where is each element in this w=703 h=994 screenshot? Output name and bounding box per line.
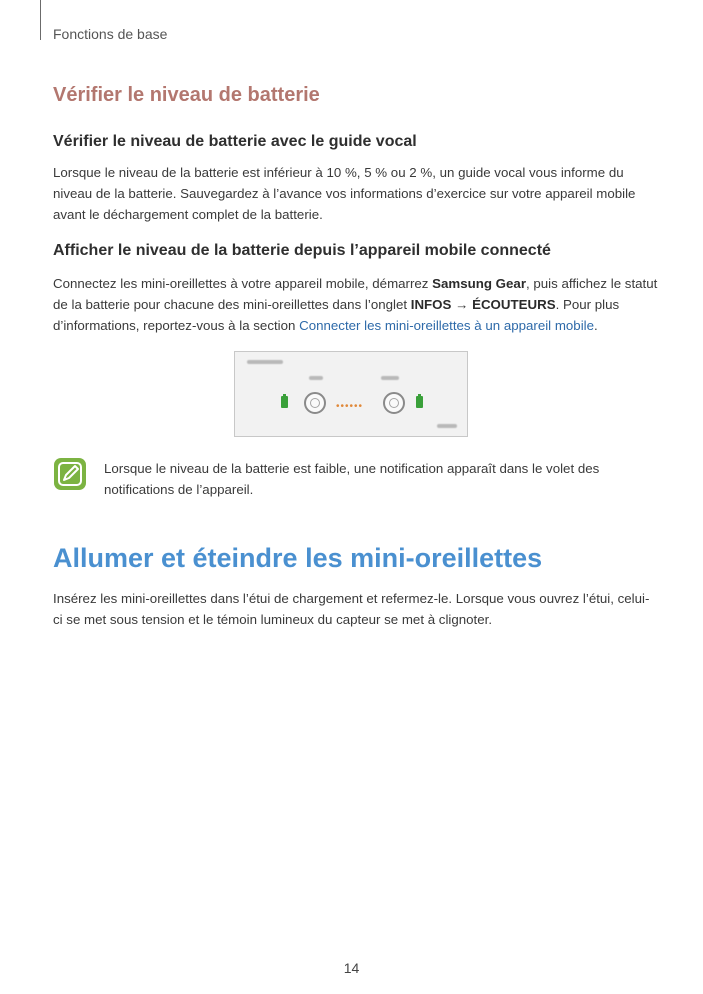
text: . [594,318,598,333]
paragraph: Lorsque le niveau de la batterie est inférieur à 10 %, 5 % ou 2 %, un guide vocal vous informe du niveau de la batterie. Sauvegardez à l’avance vos informations d’exercice sur votre appareil mobile avant le déchargement complet de la batterie. [53,165,636,222]
subsection-heading: Vérifier le niveau de batterie avec le guide vocal [53,133,417,150]
tab-name: INFOS [410,297,452,312]
earbud-icon [304,392,326,414]
battery-screenshot [234,351,468,437]
header-rule [40,0,41,40]
section-link[interactable]: Connecter les mini-oreillettes à un appareil mobile [299,318,595,333]
section-title: Vérifier le niveau de batterie [53,84,320,106]
battery-icon [416,396,423,408]
text: , puis affichez le statut de la batterie pour chacune des mini-oreillettes dans l’onglet [53,276,658,312]
section-title: Allumer et éteindre les mini-oreillettes [53,543,543,573]
text: Connectez les mini-oreillettes à votre appareil mobile, démarrez [53,276,433,291]
header-label: Fonctions de base [53,26,168,42]
pencil-note-icon [54,458,86,490]
tab-name: ÉCOUTEURS [472,297,556,312]
subsection-heading: Afficher le niveau de la batterie depuis l’appareil mobile connecté [53,242,551,259]
paragraph: Insérez les mini-oreillettes dans l’étui de chargement et refermez-le. Lorsque vous ouvrez l’étui, celui-ci se met sous tension et le témoin lumineux du capteur se met à clignoter. [53,591,650,627]
blurred-footer [437,424,457,428]
blurred-left-label [309,376,323,380]
battery-icon [281,396,288,408]
earbud-icon [383,392,405,414]
app-name: Samsung Gear [432,276,526,291]
arrow: → [451,297,473,312]
paragraph [53,273,658,336]
connection-dots: •••••• [336,401,364,412]
text: . Pour plus d’informations, reportez-vous à la section [53,297,620,333]
blurred-right-label [381,376,399,380]
page-number: 14 [343,960,360,976]
note-text: Lorsque le niveau de la batterie est faible, une notification apparaît dans le volet des notifications de l’appareil. [104,461,600,497]
blurred-title [247,360,283,364]
